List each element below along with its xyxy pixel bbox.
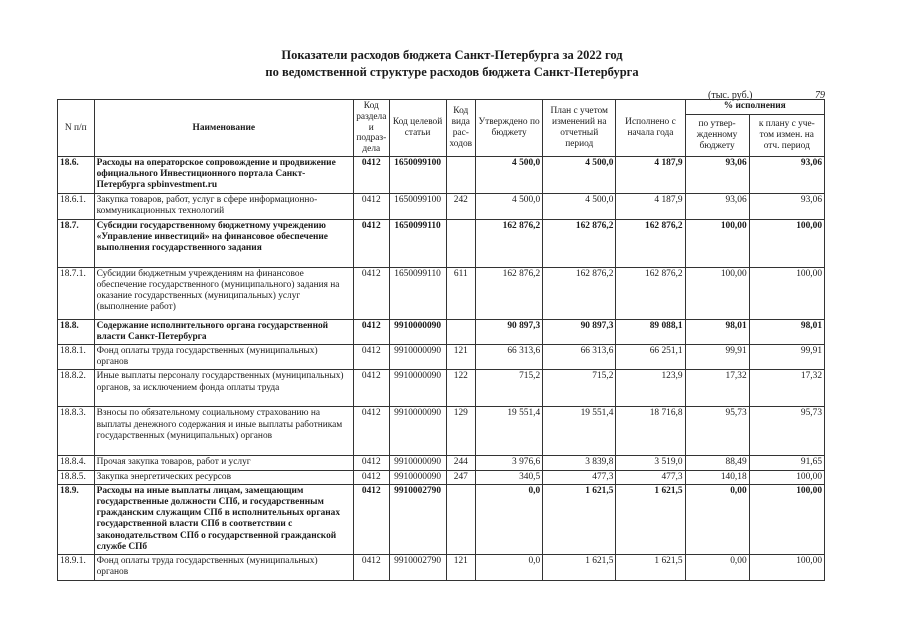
row-name: Прочая закупка товаров, работ и услуг xyxy=(94,456,353,470)
table-row xyxy=(58,484,825,554)
row-section-code: 0412 xyxy=(354,484,390,554)
row-pct-budget: 93,06 xyxy=(685,156,749,193)
header-pct-plan: к плану с уче-том измен. на отч. период xyxy=(749,114,824,156)
table-row xyxy=(58,407,825,456)
row-kind-code: 122 xyxy=(446,370,475,407)
row-pct-plan: 99,91 xyxy=(749,345,824,370)
page-number: 79 xyxy=(815,90,825,101)
row-approved: 90 897,3 xyxy=(476,319,543,344)
row-approved: 340,5 xyxy=(476,470,543,484)
header-kind: Код вида рас-ходов xyxy=(446,100,475,157)
row-approved: 19 551,4 xyxy=(476,407,543,456)
row-target-code: 9910000090 xyxy=(389,456,446,470)
row-plan: 3 839,8 xyxy=(543,456,616,470)
header-executed: Исполнено с начала года xyxy=(616,100,685,157)
row-kind-code xyxy=(446,319,475,344)
row-pct-budget: 95,73 xyxy=(685,407,749,456)
row-executed: 162 876,2 xyxy=(616,219,685,267)
row-target-code: 1650099100 xyxy=(389,156,446,193)
row-pct-budget: 93,06 xyxy=(685,193,749,219)
row-kind-code xyxy=(446,484,475,554)
row-executed: 66 251,1 xyxy=(616,345,685,370)
row-pct-plan: 17,32 xyxy=(749,370,824,407)
row-pct-plan: 93,06 xyxy=(749,193,824,219)
table-row xyxy=(58,267,825,319)
row-kind-code: 247 xyxy=(446,470,475,484)
row-number: 18.8. xyxy=(58,319,95,344)
row-number: 18.9. xyxy=(58,484,95,554)
row-plan: 162 876,2 xyxy=(543,219,616,267)
row-name: Расходы на иные выплаты лицам, замещающим государственные должности СПб, и государственным гражданским служащим СПб в исполнительных органах государственной власти СПб в соответствии с законодательством СПб о государственной гражданской службе СПб xyxy=(94,484,353,554)
row-name: Субсидии бюджетным учреждениям на финансовое обеспечение государственного (муниципального) задания на оказание государственных (муниципальных) услуг (выполнение работ) xyxy=(94,267,353,319)
row-number: 18.7. xyxy=(58,219,95,267)
header-pct-group: % исполнения xyxy=(685,100,824,115)
row-kind-code: 129 xyxy=(446,407,475,456)
row-section-code: 0412 xyxy=(354,555,390,581)
row-section-code: 0412 xyxy=(354,267,390,319)
header-approved: Утверждено по бюджету xyxy=(476,100,543,157)
row-plan: 4 500,0 xyxy=(543,193,616,219)
report-title xyxy=(0,47,904,81)
header-section: Код раздела и подраз-дела xyxy=(354,100,390,157)
table-row xyxy=(58,319,825,344)
row-kind-code: 242 xyxy=(446,193,475,219)
header-pct-budget: по утвер-жденному бюджету xyxy=(685,114,749,156)
row-plan: 19 551,4 xyxy=(543,407,616,456)
row-plan: 90 897,3 xyxy=(543,319,616,344)
row-kind-code xyxy=(446,156,475,193)
row-target-code: 9910000090 xyxy=(389,370,446,407)
table-row xyxy=(58,470,825,484)
row-section-code: 0412 xyxy=(354,370,390,407)
expenditure-table xyxy=(57,99,825,581)
row-name: Закупка товаров, работ, услуг в сфере информационно-коммуникационных технологий xyxy=(94,193,353,219)
row-kind-code: 121 xyxy=(446,345,475,370)
row-number: 18.6.1. xyxy=(58,193,95,219)
row-target-code: 1650099110 xyxy=(389,219,446,267)
row-plan: 477,3 xyxy=(543,470,616,484)
row-number: 18.6. xyxy=(58,156,95,193)
row-pct-budget: 17,32 xyxy=(685,370,749,407)
row-number: 18.7.1. xyxy=(58,267,95,319)
row-kind-code: 611 xyxy=(446,267,475,319)
row-target-code: 9910000090 xyxy=(389,319,446,344)
row-number: 18.8.1. xyxy=(58,345,95,370)
row-executed: 18 716,8 xyxy=(616,407,685,456)
unit-note: (тыс. руб.) xyxy=(708,90,753,101)
row-pct-plan: 100,00 xyxy=(749,555,824,581)
row-target-code: 9910002790 xyxy=(389,484,446,554)
row-pct-plan: 95,73 xyxy=(749,407,824,456)
row-plan: 1 621,5 xyxy=(543,484,616,554)
table-row xyxy=(58,555,825,581)
row-pct-plan: 100,00 xyxy=(749,470,824,484)
row-target-code: 1650099110 xyxy=(389,267,446,319)
row-approved: 715,2 xyxy=(476,370,543,407)
row-pct-budget: 140,18 xyxy=(685,470,749,484)
row-pct-budget: 98,01 xyxy=(685,319,749,344)
row-pct-plan: 93,06 xyxy=(749,156,824,193)
row-executed: 89 088,1 xyxy=(616,319,685,344)
row-executed: 162 876,2 xyxy=(616,267,685,319)
row-name: Расходы на операторское сопровождение и продвижение официального Инвестиционного портала Санкт-Петербурга spbinvestment.ru xyxy=(94,156,353,193)
table-row xyxy=(58,219,825,267)
row-target-code: 9910000090 xyxy=(389,407,446,456)
row-executed: 1 621,5 xyxy=(616,555,685,581)
row-name: Иные выплаты персоналу государственных (муниципальных) органов, за исключением фонда оплаты труда xyxy=(94,370,353,407)
row-approved: 4 500,0 xyxy=(476,156,543,193)
row-target-code: 1650099100 xyxy=(389,193,446,219)
row-name: Фонд оплаты труда государственных (муниципальных) органов xyxy=(94,555,353,581)
row-pct-budget: 0,00 xyxy=(685,555,749,581)
row-section-code: 0412 xyxy=(354,456,390,470)
row-pct-budget: 100,00 xyxy=(685,219,749,267)
row-target-code: 9910000090 xyxy=(389,470,446,484)
row-kind-code xyxy=(446,219,475,267)
row-plan: 1 621,5 xyxy=(543,555,616,581)
table-row xyxy=(58,193,825,219)
row-target-code: 9910000090 xyxy=(389,345,446,370)
row-approved: 162 876,2 xyxy=(476,219,543,267)
header-num: N п/п xyxy=(58,100,95,157)
row-section-code: 0412 xyxy=(354,156,390,193)
row-section-code: 0412 xyxy=(354,193,390,219)
report-title-line1: Показатели расходов бюджета Санкт-Петербурга за 2022 год xyxy=(281,48,623,62)
table-body xyxy=(58,156,825,580)
row-plan: 66 313,6 xyxy=(543,345,616,370)
row-plan: 4 500,0 xyxy=(543,156,616,193)
row-executed: 477,3 xyxy=(616,470,685,484)
report-title-line2: по ведомственной структуре расходов бюджета Санкт-Петербурга xyxy=(265,65,639,79)
row-pct-plan: 91,65 xyxy=(749,456,824,470)
row-plan: 715,2 xyxy=(543,370,616,407)
row-pct-plan: 100,00 xyxy=(749,484,824,554)
row-pct-budget: 88,49 xyxy=(685,456,749,470)
row-section-code: 0412 xyxy=(354,219,390,267)
row-approved: 4 500,0 xyxy=(476,193,543,219)
row-executed: 4 187,9 xyxy=(616,156,685,193)
row-approved: 162 876,2 xyxy=(476,267,543,319)
row-number: 18.8.5. xyxy=(58,470,95,484)
row-number: 18.9.1. xyxy=(58,555,95,581)
row-executed: 123,9 xyxy=(616,370,685,407)
row-approved: 0,0 xyxy=(476,555,543,581)
row-approved: 66 313,6 xyxy=(476,345,543,370)
row-plan: 162 876,2 xyxy=(543,267,616,319)
row-pct-budget: 0,00 xyxy=(685,484,749,554)
row-executed: 4 187,9 xyxy=(616,193,685,219)
row-name: Закупка энергетических ресурсов xyxy=(94,470,353,484)
row-target-code: 9910002790 xyxy=(389,555,446,581)
header-plan: План с учетом изменений на отчетный период xyxy=(543,100,616,157)
row-pct-plan: 100,00 xyxy=(749,219,824,267)
row-pct-plan: 98,01 xyxy=(749,319,824,344)
row-name: Взносы по обязательному социальному страхованию на выплаты денежного содержания и иные выплаты работникам государственных (муниципальных) органов xyxy=(94,407,353,456)
row-section-code: 0412 xyxy=(354,407,390,456)
row-kind-code: 244 xyxy=(446,456,475,470)
row-pct-plan: 100,00 xyxy=(749,267,824,319)
row-name: Субсидии государственному бюджетному учреждению «Управление инвестиций» на финансовое обеспечение выполнения государственного задания xyxy=(94,219,353,267)
row-executed: 1 621,5 xyxy=(616,484,685,554)
row-pct-budget: 100,00 xyxy=(685,267,749,319)
row-approved: 0,0 xyxy=(476,484,543,554)
row-approved: 3 976,6 xyxy=(476,456,543,470)
row-executed: 3 519,0 xyxy=(616,456,685,470)
row-number: 18.8.2. xyxy=(58,370,95,407)
table-row xyxy=(58,345,825,370)
header-target: Код целевой статьи xyxy=(389,100,446,157)
row-section-code: 0412 xyxy=(354,470,390,484)
row-name: Фонд оплаты труда государственных (муниципальных) органов xyxy=(94,345,353,370)
table-row xyxy=(58,156,825,193)
row-pct-budget: 99,91 xyxy=(685,345,749,370)
row-section-code: 0412 xyxy=(354,319,390,344)
row-kind-code: 121 xyxy=(446,555,475,581)
row-name: Содержание исполнительного органа государственной власти Санкт-Петербурга xyxy=(94,319,353,344)
table-row xyxy=(58,456,825,470)
row-number: 18.8.3. xyxy=(58,407,95,456)
table-row xyxy=(58,370,825,407)
row-number: 18.8.4. xyxy=(58,456,95,470)
header-name: Наименование xyxy=(94,100,353,157)
row-section-code: 0412 xyxy=(354,345,390,370)
